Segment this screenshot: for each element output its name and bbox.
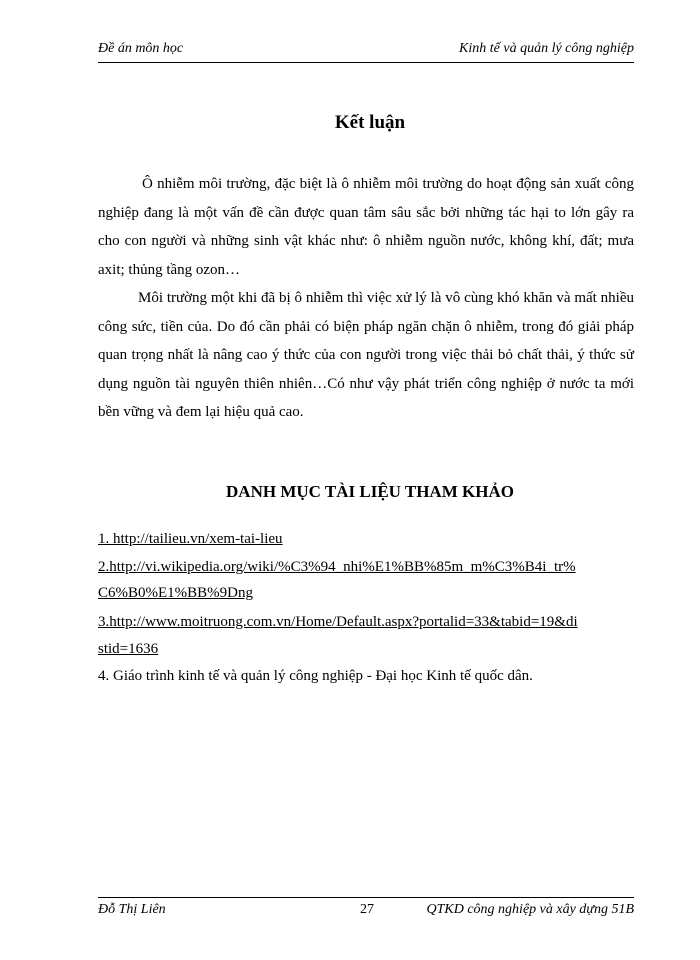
footer-page-number: 27 xyxy=(360,902,374,917)
paragraph-1: Ô nhiễm môi trường, đặc biệt là ô nhiễm môi trường do hoạt động sản xuất công nghiệp đang là một vấn đề cần được quan tâm sâu sắc bởi những tác hại to lớn gây ra cho con người và những sinh vật khác như: ô nhiễm nguồn nước, không khí, đất; mưa axit; thủng tầng ozon… xyxy=(98,176,634,278)
reference-link-1[interactable]: 1. http://tailieu.vn/xem-tai-lieu xyxy=(98,531,283,547)
reference-item-4: 4. Giáo trình kinh tế và quản lý công nghiệp - Đại học Kinh tế quốc dân. xyxy=(98,668,533,684)
footer-course: QTKD công nghiệp và xây dựng 51B xyxy=(426,902,634,917)
page-footer xyxy=(98,897,634,918)
references-title: DANH MỤC TÀI LIỆU THAM KHẢO xyxy=(226,482,514,501)
paragraph-2: Môi trường một khi đã bị ô nhiễm thì việc xử lý là vô cùng khó khăn và mất nhiều công sức, tiền của. Do đó cần phải có biện pháp ngăn chặn ô nhiễm, trong đó giải pháp quan trọng nhất là nâng cao ý thức của con người trong việc thải bỏ chất thải, ý thức sử dụng nguồn tài nguyên thiên nhiên…Có như vậy phát triển công nghiệp ở nước ta mới bền vững và đem lại hiệu quả cao. xyxy=(98,290,634,420)
reference-link-2-line-1[interactable]: 2.http://vi.wikipedia.org/wiki/%C3%94_nhi%E1%BB%85m_m%C3%B4i_tr% xyxy=(98,559,576,575)
header-right-text: Kinh tế và quản lý công nghiệp xyxy=(459,41,634,56)
page-header xyxy=(98,40,634,63)
footer-author: Đỗ Thị Liên xyxy=(98,902,166,917)
reference-link-2-line-2[interactable]: C6%B0%E1%BB%9Dng xyxy=(98,585,253,601)
reference-link-3-line-2[interactable]: stid=1636 xyxy=(98,641,159,657)
header-left-text: Đề án môn học xyxy=(98,41,184,56)
reference-link-3-line-1[interactable]: 3.http://www.moitruong.com.vn/Home/Default.aspx?portalid=33&tabid=19&di xyxy=(98,614,578,630)
page-title: Kết luận xyxy=(334,112,406,133)
